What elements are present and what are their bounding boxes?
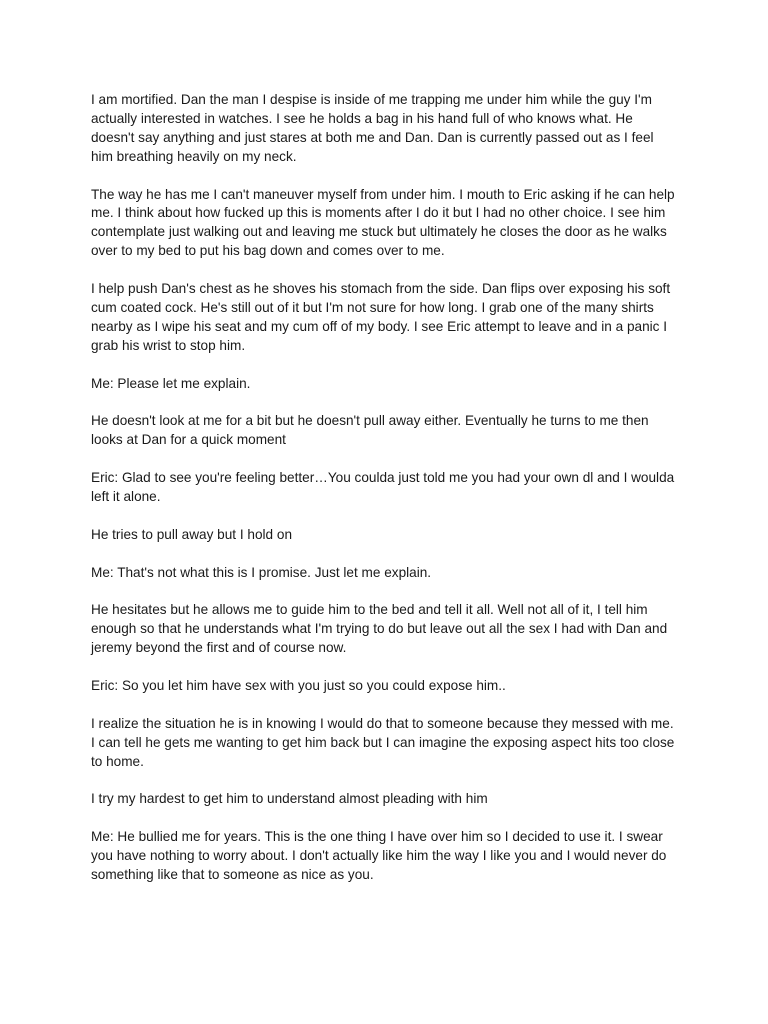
document-body (91, 91, 679, 904)
paragraph-5: He doesn't look at me for a bit but he doesn't pull away either. Eventually he turns to me then looks at Dan for a quick moment (91, 413, 649, 448)
paragraph-6: Eric: Glad to see you're feeling better…You coulda just told me you had your own dl and I woulda left it alone. (91, 470, 675, 504)
paragraph-9: He hesitates but he allows me to guide him to the bed and tell it all. Well not all of it, I tell him enough so that he understands what I'm trying to do but leave out all the sex I had with Dan and jeremy beyond the first and of course now. (91, 602, 668, 656)
paragraph-2: The way he has me I can't maneuver myself from under him. I mouth to Eric asking if he can help me. I think about how fucked up this is moments after I do it but I had no other choice. I see him contemplate just walking out and leaving me stuck but ultimately he closes the door as he walks over to my bed to put his bag down and comes over to me. (91, 186, 675, 259)
paragraph-8: Me: That's not what this is I promise. Just let me explain. (91, 564, 432, 580)
paragraph-1: I am mortified. Dan the man I despise is inside of me trapping me under him while the guy I'm actually interested in watches. I see he holds a bag in his hand full of who knows what. He doesn't say anything and just stares at both me and Dan. Dan is currently passed out as I feel him breathing heavily on my neck. (91, 92, 654, 164)
paragraph-4: Me: Please let me explain. (91, 375, 251, 391)
paragraph-3: I help push Dan's chest as he shoves his stomach from the side. Dan flips over exposing his soft cum coated cock. He's still out of it but I'm not sure for how long. I grab one of the many shirts nearby as I wipe his seat and my cum off of my body. I see Eric attempt to leave and in a panic I grab his wrist to stop him. (91, 281, 671, 353)
paragraph-10: Eric: So you let him have sex with you just so you could expose him.. (91, 677, 506, 693)
paragraph-12: I try my hardest to get him to understand almost pleading with him (91, 791, 488, 807)
paragraph-7: He tries to pull away but I hold on (91, 526, 292, 542)
paragraph-11: I realize the situation he is in knowing I would do that to someone because they messed with me. I can tell he gets me wanting to get him back but I can imagine the exposing aspect hits too close to home. (91, 715, 675, 769)
paragraph-13: Me: He bullied me for years. This is the one thing I have over him so I decided to use it. I swear you have nothing to worry about. I don't actually like him the way I like you and I would never do something like that to someone as nice as you. (91, 829, 667, 882)
